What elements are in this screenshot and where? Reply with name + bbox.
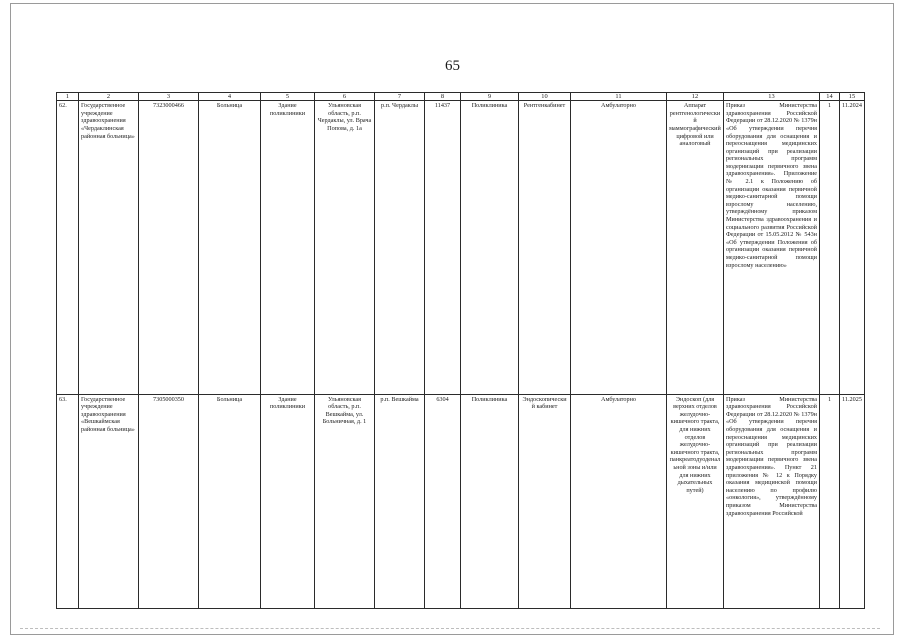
equipment: Эндоскоп (для верхних отделов желудочно-кишечного тракта, для нижних отделов желудочно-кишечного тракта, панкреатодуоденальной зоны и/или для нижних дыхательных путей) xyxy=(667,394,724,608)
column-number: 5 xyxy=(261,93,315,101)
legal-basis: Приказ Министерства здравоохранения Российской Федерации от 28.12.2020 № 1379н «Об утверждении перечня оборудования для оснащения и переоснащения медицинских организаций при реализации региональных программ модернизации первичного звена здравоохранения». Приложение № 2.1 к Положению об организации оказания первичной медико-санитарной помощи взрослому населению, утверждённому приказом Министерства здравоохранения и социального развития Российской Федерации от 15.05.2012 № 543н «Об утверждении Положения об организации оказания первичной медико-санитарной помощи взрослому населению» xyxy=(724,101,820,395)
equipment: Аппарат рентгенологический маммографический цифровой или аналоговый xyxy=(667,101,724,395)
address: Ульяновская область, р.п. Вешкайма, ул. Больничная, д. 1 xyxy=(315,394,375,608)
row-number: 63. xyxy=(57,394,79,608)
quantity: 1 xyxy=(820,394,840,608)
organization-name: Государственное учреждение здравоохранения «Чердаклинская районная больница» xyxy=(79,101,139,395)
organization-name: Государственное учреждение здравоохранения «Вешкаймская районная больница» xyxy=(79,394,139,608)
unit: Поликлиника xyxy=(461,394,519,608)
equipment-table xyxy=(56,92,865,609)
organization-inn: 7305000350 xyxy=(139,394,199,608)
column-number: 9 xyxy=(461,93,519,101)
column-number: 4 xyxy=(199,93,261,101)
table-row xyxy=(57,101,865,395)
column-number: 1 xyxy=(57,93,79,101)
table-row xyxy=(57,394,865,608)
quantity: 1 xyxy=(820,101,840,395)
column-number: 2 xyxy=(79,93,139,101)
column-number: 6 xyxy=(315,93,375,101)
cabinet: Эндоскопический кабинет xyxy=(519,394,571,608)
legal-basis: Приказ Министерства здравоохранения Российской Федерации от 28.12.2020 № 1379н «Об утверждении перечня оборудования для оснащения и переоснащения медицинских организаций при реализации региональных программ модернизации первичного звена здравоохранения». Пункт 21 приложения № 12 к Порядку оказания медицинской помощи населению по профилю «онкология», утверждённому приказом Министерства здравоохранения Российской xyxy=(724,394,820,608)
column-number: 13 xyxy=(724,93,820,101)
column-number: 12 xyxy=(667,93,724,101)
page-number: 65 xyxy=(445,58,460,74)
address: Ульяновская область, р.п. Чердаклы, ул. Врача Попова, д. 1а xyxy=(315,101,375,395)
column-numbers-row xyxy=(57,93,865,101)
care-mode: Амбулаторно xyxy=(571,394,667,608)
locality: р.п. Вешкайма xyxy=(375,394,425,608)
scan-bottom-edge xyxy=(20,628,880,630)
building: Здание поликлиники xyxy=(261,101,315,395)
column-number: 3 xyxy=(139,93,199,101)
organization-type: Больница xyxy=(199,394,261,608)
cabinet: Рентгенкабинет xyxy=(519,101,571,395)
row-number: 62. xyxy=(57,101,79,395)
deadline: 11.2025 xyxy=(840,394,865,608)
organization-type: Больница xyxy=(199,101,261,395)
care-mode: Амбулаторно xyxy=(571,101,667,395)
column-number: 10 xyxy=(519,93,571,101)
population: 11437 xyxy=(425,101,461,395)
population: 6304 xyxy=(425,394,461,608)
column-number: 15 xyxy=(840,93,865,101)
organization-inn: 7323000466 xyxy=(139,101,199,395)
deadline: 11.2024 xyxy=(840,101,865,395)
column-number: 11 xyxy=(571,93,667,101)
building: Здание поликлиники xyxy=(261,394,315,608)
locality: р.п. Чердаклы xyxy=(375,101,425,395)
column-number: 14 xyxy=(820,93,840,101)
column-number: 8 xyxy=(425,93,461,101)
column-number: 7 xyxy=(375,93,425,101)
unit: Поликлиника xyxy=(461,101,519,395)
